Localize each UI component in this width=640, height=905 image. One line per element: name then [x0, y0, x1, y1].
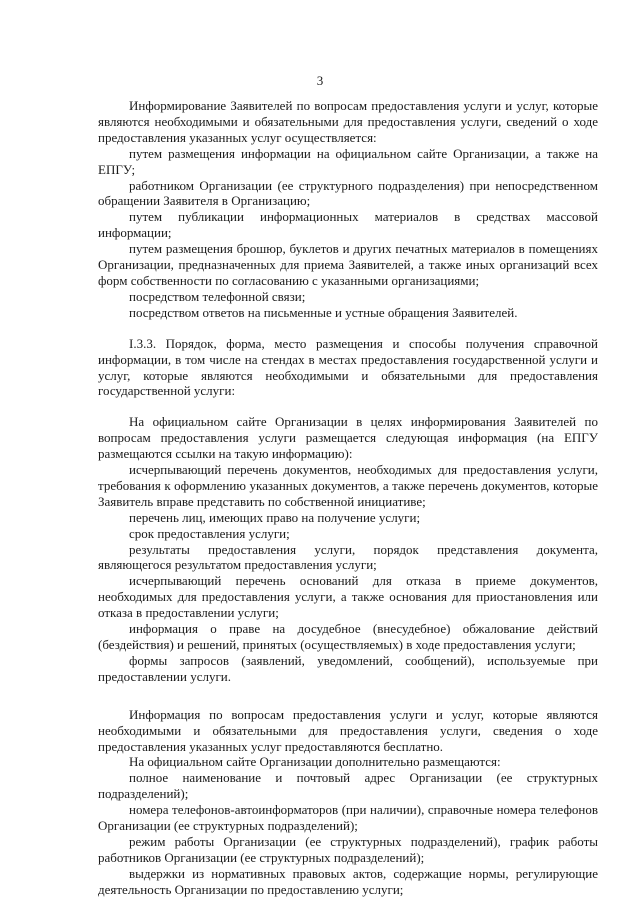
- paragraph: режим работы Организации (ее структурных подразделений), график работы работников Организации (ее структурных подразделений);: [98, 833, 598, 865]
- paragraph: результаты предоставления услуги, порядок представления документа, являющегося результатом предоставления услуги;: [98, 541, 598, 573]
- paragraph: номера телефонов-автоинформаторов (при наличии), справочные номера телефонов Организации (ее структурных подразделений);: [98, 802, 598, 834]
- paragraph: выдержки из нормативных правовых актов, содержащие нормы, регулирующие деятельность Организации по предоставлению услуги;: [98, 865, 598, 897]
- page-number: 3: [316, 73, 324, 88]
- paragraph: полное наименование и почтовый адрес Организации (ее структурных подразделений);: [98, 770, 598, 802]
- document-body: [98, 98, 598, 898]
- paragraph: Информация по вопросам предоставления услуги и услуг, которые являются необходимыми и обязательными для предоставления услуги, сведения о ходе предоставления указанных услуг предоставляются бесплатно.: [98, 706, 598, 754]
- paragraph: посредством телефонной связи;: [129, 288, 306, 304]
- paragraph: исчерпывающий перечень документов, необходимых для предоставления услуги, требования к оформлению указанных документов, а также перечень документов, которые Заявитель вправе представить по собственной инициативе;: [98, 462, 598, 509]
- paragraph: На официальном сайте Организации дополнительно размещаются:: [129, 754, 501, 770]
- section-heading: I.3.3. Порядок, форма, место размещения и способы получения справочной информации, в том числе на стендах в местах предоставления государственной услуги и услуг, которые являются необходимыми и обязательными для предоставления государственной услуги:: [98, 335, 598, 399]
- paragraph: На официальном сайте Организации в целях информирования Заявителей по вопросам предоставления услуги размещается следующая информация (на ЕПГУ размещаются ссылки на такую информацию):: [98, 414, 598, 462]
- paragraph: работником Организации (ее структурного подразделения) при непосредственном обращении Заявителя в Организацию;: [98, 177, 598, 209]
- paragraph: перечень лиц, имеющих право на получение услуги;: [129, 509, 421, 525]
- paragraph: путем размещения брошюр, буклетов и других печатных материалов в помещениях Организации, предназначенных для приема Заявителей, а также иных организаций всех форм собственности по согласованию с указанными организациями;: [98, 241, 598, 288]
- paragraph: путем размещения информации на официальном сайте Организации, а также на ЕПГУ;: [98, 145, 598, 177]
- paragraph: Информирование Заявителей по вопросам предоставления услуги и услуг, которые являются необходимыми и обязательными для предоставления услуги, сведений о ходе предоставления указанных услуг осуществляется:: [98, 98, 598, 145]
- paragraph: путем публикации информационных материалов в средствах массовой информации;: [98, 209, 598, 241]
- paragraph: исчерпывающий перечень оснований для отказа в приеме документов, необходимых для предоставления услуги, а также основания для приостановления или отказа в предоставлении услуги;: [98, 573, 598, 621]
- paragraph: посредством ответов на письменные и устные обращения Заявителей.: [129, 304, 518, 320]
- paragraph: формы запросов (заявлений, уведомлений, сообщений), используемые при предоставлении услуги.: [98, 652, 598, 684]
- paragraph: информация о праве на досудебное (внесудебное) обжалование действий (бездействия) и решений, принятых (осуществляемых) в ходе предоставления услуги;: [98, 621, 598, 652]
- paragraph: срок предоставления услуги;: [129, 525, 290, 541]
